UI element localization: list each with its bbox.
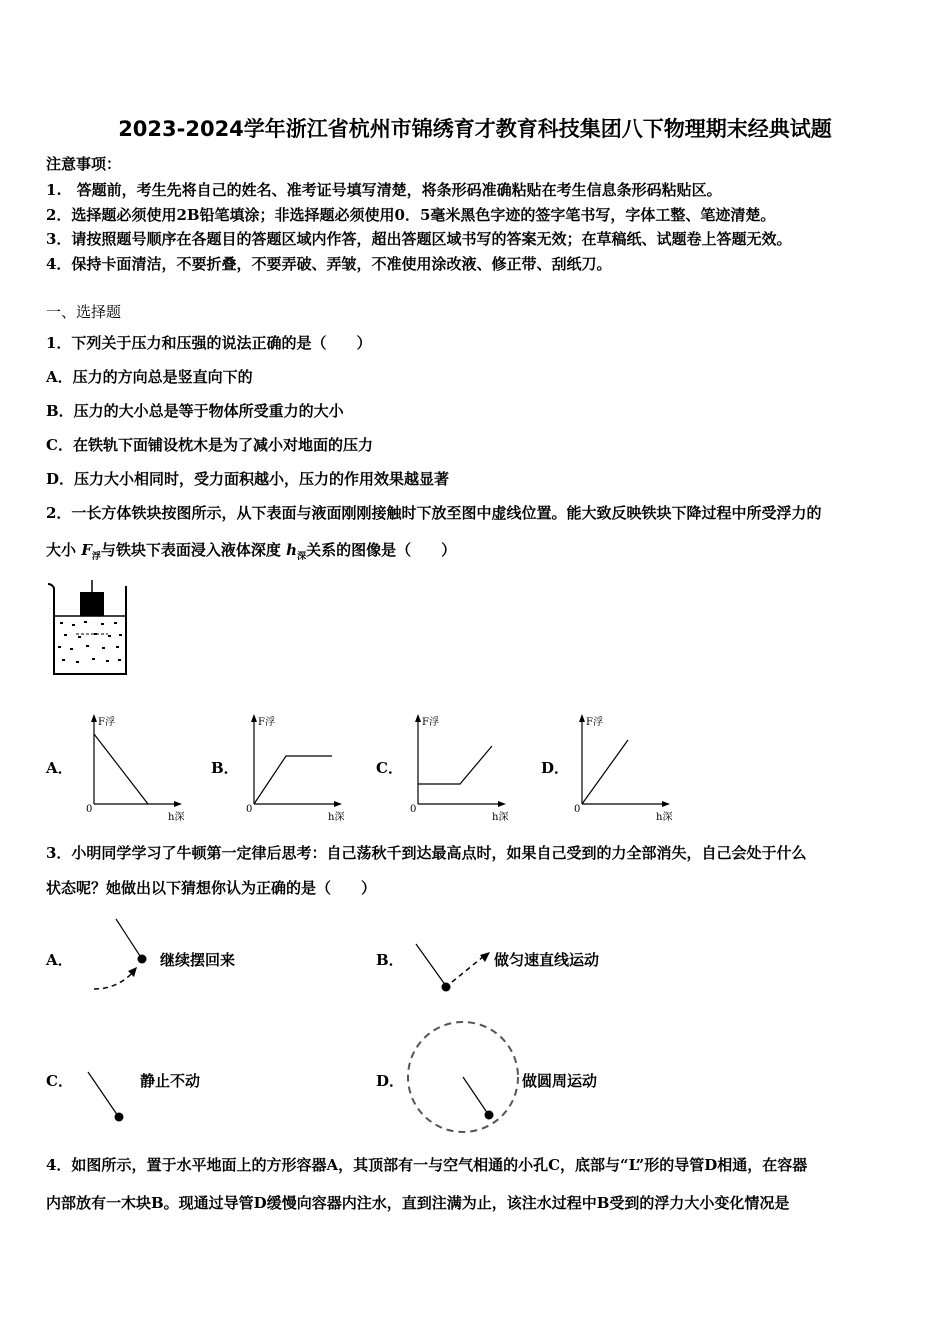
notice-item: 4．保持卡面清洁，不要折叠，不要弄破、弄皱，不准使用涂改液、修正带、刮纸刀。 <box>46 255 612 273</box>
q3-option-d-letter: D． <box>376 1072 405 1090</box>
x-axis-label: h深 <box>656 812 673 823</box>
x-axis-label: h深 <box>328 812 345 823</box>
q2-option-c-letter: C． <box>376 759 403 777</box>
swing-diagram-d <box>404 1016 524 1140</box>
graph-option-c <box>410 712 510 822</box>
q3-option-a-label: 继续摆回来 <box>160 951 236 969</box>
q2-symbol-h: h <box>286 541 298 559</box>
origin-label: 0 <box>246 804 253 815</box>
x-axis-label: h深 <box>168 812 185 823</box>
swing-diagram-a <box>90 915 160 995</box>
origin-label: 0 <box>574 804 581 815</box>
q1-option-a: A．压力的方向总是竖直向下的 <box>46 368 253 386</box>
q2-subscript: 深 <box>297 552 307 562</box>
q2-text: 关系的图像是（ ） <box>306 541 457 559</box>
q2-option-d-letter: D． <box>541 759 570 777</box>
q1-option-b: B．压力的大小总是等于物体所受重力的大小 <box>46 402 344 420</box>
page-title: 2023-2024学年浙江省杭州市锦绣育才教育科技集团八下物理期末经典试题 <box>118 117 832 141</box>
q4-stem-line2: 内部放有一木块B。现通过导管D缓慢向容器内注水，直到注满为止，该注水过程中B受到的浮力大小变化情况是 <box>46 1194 790 1212</box>
q2-option-b-letter: B． <box>211 759 239 777</box>
q3-option-c-label: 静止不动 <box>140 1072 201 1090</box>
q2-text: 大小 <box>46 541 77 559</box>
q2-symbol-f: F <box>81 541 92 559</box>
q3-stem-line2: 状态呢？她做出以下猜想你认为正确的是（ ） <box>46 879 377 897</box>
q2-stem-line1: 2．一长方体铁块按图所示，从下表面与液面刚刚接触时下放至图中虚线位置。能大致反映铁块下降过程中所受浮力的 <box>46 504 822 522</box>
y-axis-label: F浮 <box>422 717 439 728</box>
q1-option-c: C．在铁轨下面铺设枕木是为了减小对地面的压力 <box>46 436 373 454</box>
q2-option-a-letter: A． <box>46 759 73 777</box>
origin-label: 0 <box>86 804 93 815</box>
swing-diagram-c <box>84 1070 134 1124</box>
q3-option-b-letter: B． <box>376 951 404 969</box>
q2-subscript: 浮 <box>91 552 101 562</box>
x-axis-label: h深 <box>492 812 509 823</box>
graph-option-a <box>86 712 186 822</box>
q3-option-c-letter: C． <box>46 1072 73 1090</box>
q2-stem-line2 <box>46 540 456 567</box>
notice-item: 1. 答题前，考生先将自己的姓名、准考证号填写清楚，将条形码准确粘贴在考生信息条形码粘贴区。 <box>46 181 722 199</box>
q2-text: 与铁块下表面浸入液体深度 <box>100 541 281 559</box>
q3-option-b-label: 做匀速直线运动 <box>494 951 600 969</box>
q3-option-d-label: 做圆周运动 <box>522 1072 598 1090</box>
notice-item: 3．请按照题号顺序在各题目的答题区域内作答，超出答题区域书写的答案无效；在草稿纸、试题卷上答题无效。 <box>46 230 792 248</box>
q4-stem-line1: 4．如图所示，置于水平地面上的方形容器A，其顶部有一与空气相通的小孔C，底部与“L”形的导管D相通，在容器 <box>46 1156 808 1174</box>
notice-item: 2．选择题必须使用2B铅笔填涂；非选择题必须使用0．5毫米黑色字迹的签字笔书写，字体工整、笔迹清楚。 <box>46 206 776 224</box>
q3-stem-line1: 3．小明同学学习了牛顿第一定律后思考：自己荡秋千到达最高点时，如果自己受到的力全部消失，自己会处于什么 <box>46 844 807 862</box>
y-axis-label: F浮 <box>98 717 115 728</box>
q1-option-d: D．压力大小相同时，受力面积越小，压力的作用效果越显著 <box>46 470 450 488</box>
q3-option-a-letter: A． <box>46 951 73 969</box>
section-heading: 一、选择题 <box>46 303 122 321</box>
beaker-diagram <box>46 580 136 680</box>
origin-label: 0 <box>410 804 417 815</box>
notice-heading: 注意事项： <box>46 155 122 173</box>
q1-stem: 1．下列关于压力和压强的说法正确的是（ ） <box>46 334 372 352</box>
y-axis-label: F浮 <box>258 717 275 728</box>
graph-option-b <box>246 712 346 822</box>
graph-option-d <box>574 712 674 822</box>
y-axis-label: F浮 <box>586 717 603 728</box>
swing-diagram-b <box>410 940 500 1000</box>
